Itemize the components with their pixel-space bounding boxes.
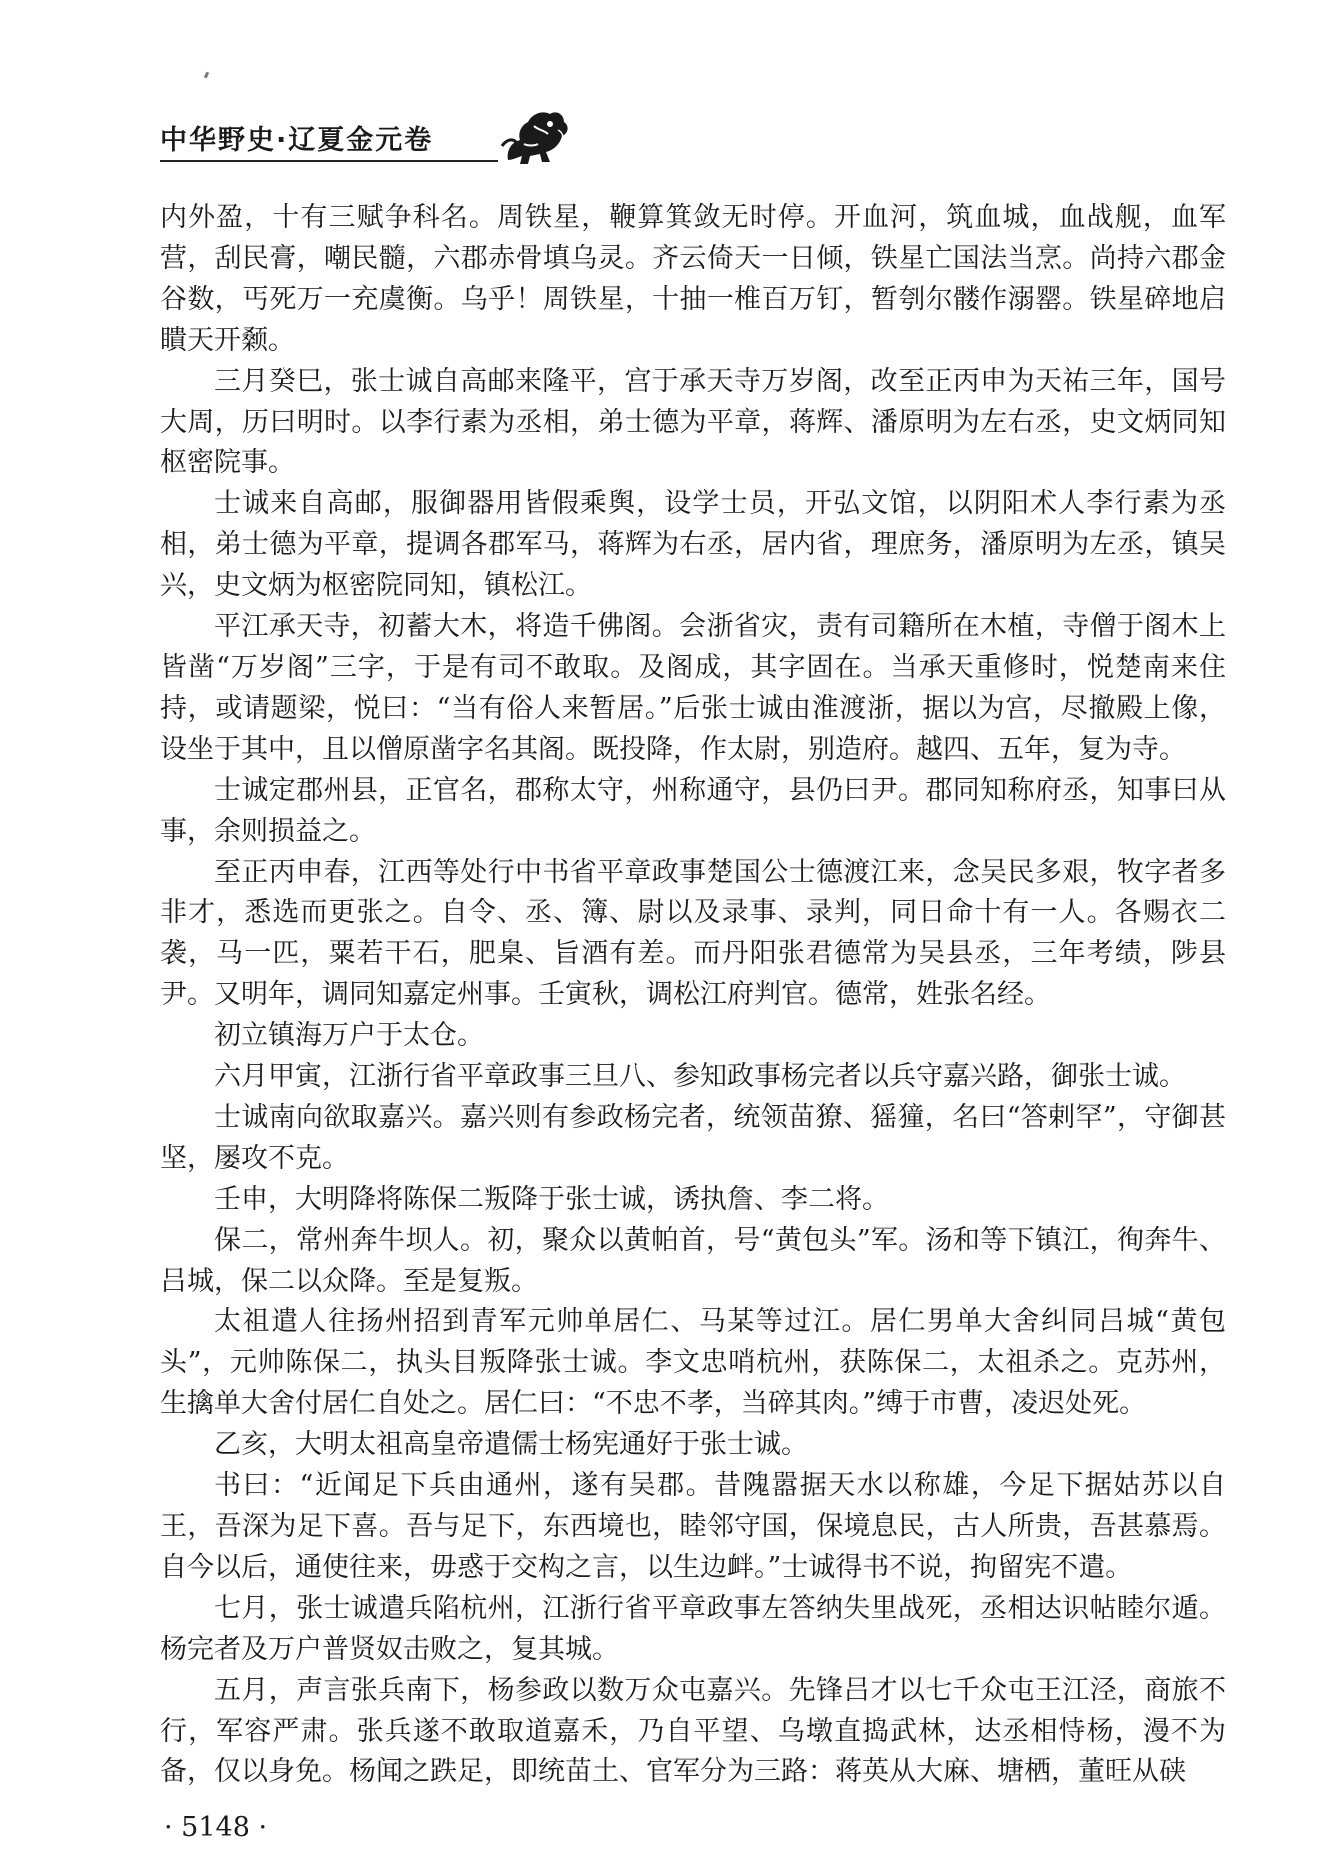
paragraph: 士诚南向欲取嘉兴。嘉兴则有参政杨完者，统领苗獠、猺獞，名曰“答剌罕”，守御甚坚，屡攻不克。 (160, 1101, 1226, 1174)
paragraph: 书曰：“近闻足下兵由通州，遂有吴郡。昔隗嚣据天水以称雄，今足下据姑苏以自王，吾深为足下喜。吾与足下，东西境也，睦邻守国，保境息民，古人所贵，吾甚慕焉。自今以后，通使往来，毋惑于交构之言，以生边衅。”士诚得书不说，拘留宪不遣。 (160, 1470, 1226, 1583)
paragraph: 乙亥，大明太祖高皇帝遣儒士杨宪通好于张士诚。 (214, 1429, 808, 1461)
paragraph: 壬申，大明降将陈保二叛降于张士诚，诱执詹、李二将。 (214, 1183, 889, 1215)
paragraph: 内外盈，十有三赋争科名。周铁星，鞭算箕敛无时停。开血河，筑血城，血战舰，血军营，刮民膏，嘲民髓，六郡赤骨填乌灵。齐云倚天一日倾，铁星亡国法当烹。尚持六郡金谷数，丐死万一充虞衡。乌乎！周铁星，十抽一椎百万钉，暂刳尔髅作溺罂。铁星碎地启瞶天开颡。 (160, 202, 1226, 356)
stray-mark (204, 72, 209, 79)
paragraph: 三月癸巳，张士诚自高邮来隆平，宫于承天寺万岁阁，改至正丙申为天祐三年，国号大周，历曰明时。以李行素为丞相，弟士德为平章，蒋辉、潘原明为左右丞，史文炳同知枢密院事。 (160, 365, 1226, 479)
paragraph: 平江承天寺，初蓄大木，将造千佛阁。会浙省灾，责有司籍所在木植，寺僧于阁木上皆凿“万岁阁”三字，于是有司不敢取。及阁成，其字固在。当承天重修时，悦楚南来住持，或请题梁，悦曰：“当有俗人来暂居。”后张士诚由淮渡浙，据以为宫，尽撤殿上像，设坐于其中，且以僧原凿字名其阁。既投降，作太尉，别造府。越四、五年，复为寺。 (160, 611, 1226, 765)
page-number: · 5148 · (164, 1812, 268, 1843)
paragraph: 至正丙申春，江西等处行中书省平章政事楚国公士德渡江来，念吴民多艰，牧字者多非才，悉选而更张之。自令、丞、簿、尉以及录事、录判，同日命十有一人。各赐衣二袭，马一匹，粟若干石，肥臬、旨酒有差。而丹阳张君德常为吴县丞，三年考绩，陟县尹。又明年，调同知嘉定州事。壬寅秋，调松江府判官。德常，姓张名经。 (160, 856, 1226, 1011)
header-rule (160, 160, 498, 162)
paragraph: 七月，张士诚遣兵陷杭州，江浙行省平章政事左答纳失里战死，丞相达识帖睦尔遁。杨完者及万户普贤奴击败之，复其城。 (160, 1592, 1226, 1665)
lion-emblem-icon (498, 100, 574, 172)
paragraph: 士诚来自高邮，服御器用皆假乘舆，设学士员，开弘文馆，以阴阳术人李行素为丞相，弟士德为平章，提调各郡军马，蒋辉为右丞，居内省，理庶务，潘原明为左丞，镇吴兴，史文炳为枢密院同知，镇松江。 (160, 488, 1226, 602)
book-title: 中华野史·辽夏金元卷 (160, 125, 434, 156)
paragraph: 初立镇海万户于太仓。 (214, 1020, 484, 1052)
paragraph: 六月甲寅，江浙行省平章政事三旦八、参知政事杨完者以兵守嘉兴路，御张士诚。 (214, 1061, 1186, 1093)
paragraph: 五月，声言张兵南下，杨参政以数万众屯嘉兴。先锋吕才以七千众屯王江泾，商旅不行，军容严肃。张兵遂不敢取道嘉禾，乃自平望、乌墩直捣武林，达丞相恃杨，漫不为备，仅以身免。杨闻之跌足，即统苗土、官军分为三路：蒋英从大麻、塘栖，董旺从硖 (160, 1674, 1226, 1788)
paragraph: 保二，常州奔牛坝人。初，聚众以黄帕首，号“黄包头”军。汤和等下镇江，徇奔牛、吕城，保二以众降。至是复叛。 (160, 1224, 1226, 1297)
body-text (160, 198, 1226, 1793)
paragraph: 士诚定郡州县，正官名，郡称太守，州称通守，县仍曰尹。郡同知称府丞，知事曰从事，余则损益之。 (160, 774, 1226, 847)
paragraph: 太祖遣人往扬州招到青军元帅单居仁、马某等过江。居仁男单大舍纠同吕城“黄包头”，元帅陈保二，执头目叛降张士诚。李文忠哨杭州，获陈保二，太祖杀之。克苏州，生擒单大舍付居仁自处之。居仁曰：“不忠不孝，当碎其肉。”缚于市曹，凌迟处死。 (160, 1306, 1226, 1420)
